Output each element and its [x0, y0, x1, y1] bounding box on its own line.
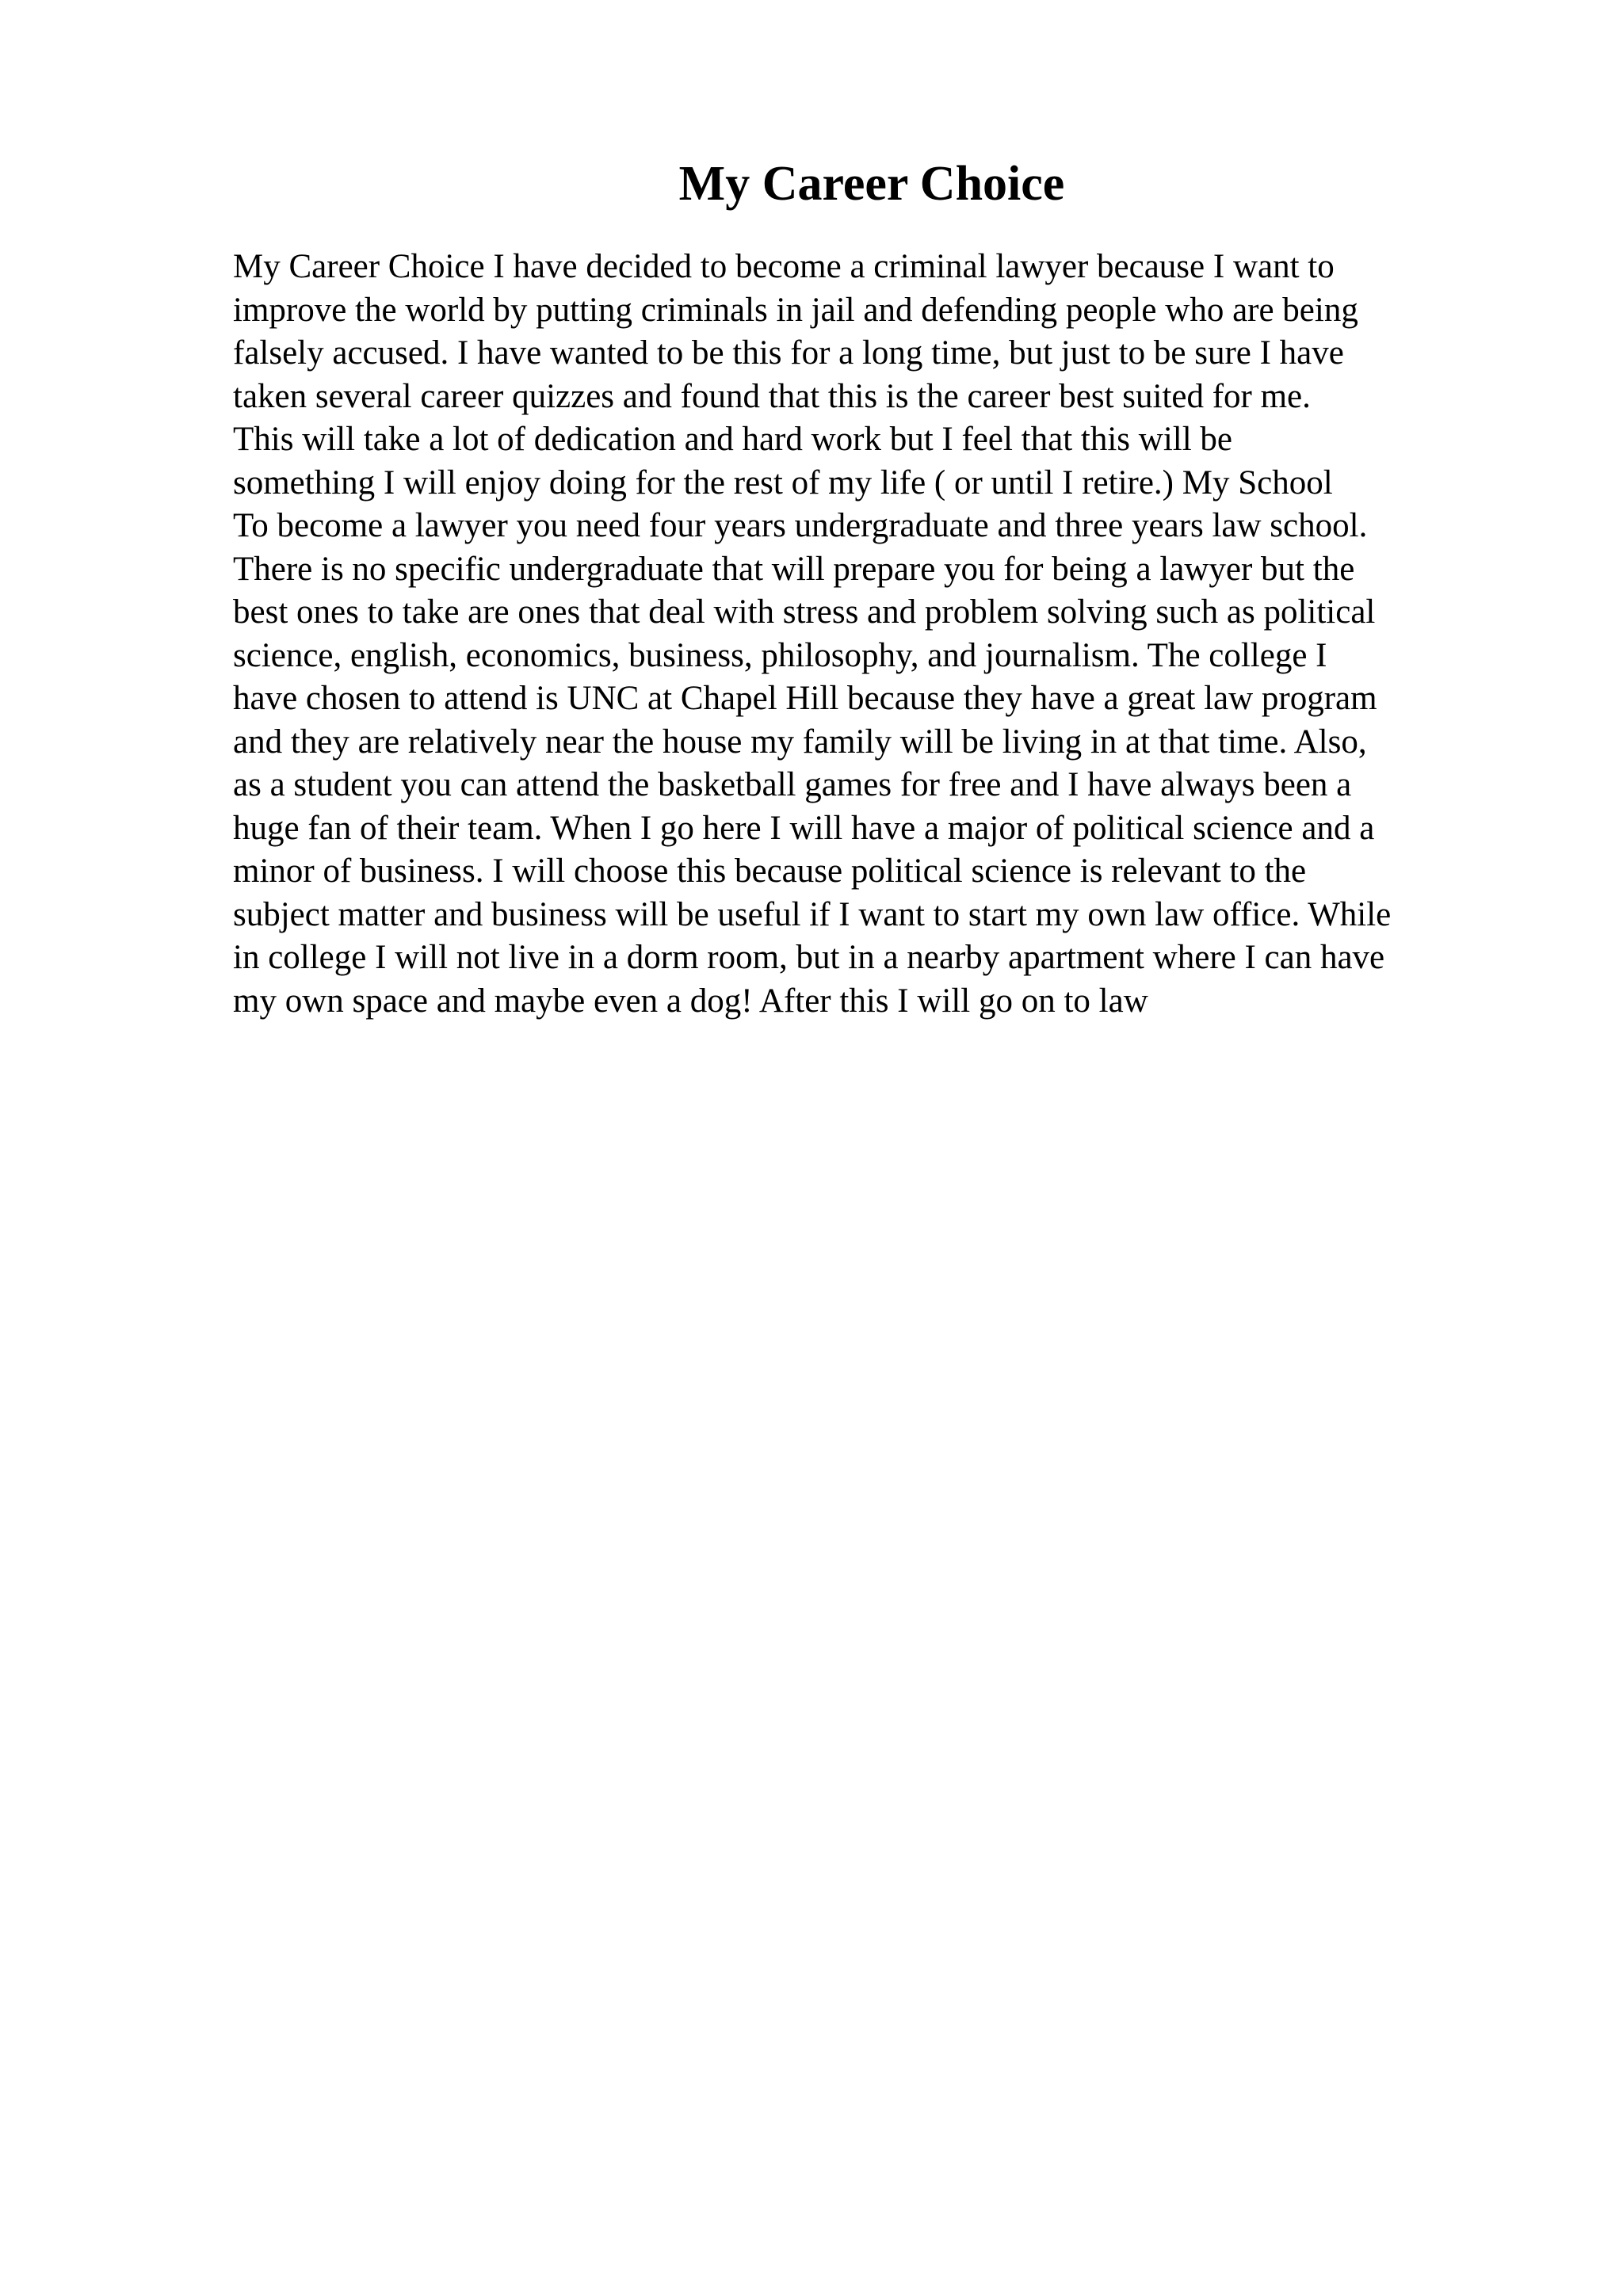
body-line: huge fan of their team. When I go here I will have a major of political science and a: [233, 809, 1375, 847]
body-line: subject matter and business will be useful if I want to start my own law office. While: [233, 895, 1392, 933]
body-line: my own space and maybe even a dog! After this I will go on to law: [233, 982, 1148, 1020]
body-line: This will take a lot of dedication and hard work but I feel that this will be: [233, 421, 1233, 458]
body-line: My Career Choice I have decided to become a criminal lawyer because I want to: [233, 248, 1335, 285]
body-line: There is no specific undergraduate that will prepare you for being a lawyer but the: [233, 550, 1355, 588]
body-line: improve the world by putting criminals in jail and defending people who are being: [233, 291, 1358, 329]
body-line: in college I will not live in a dorm room, but in a nearby apartment where I can have: [233, 939, 1385, 976]
body-line: and they are relatively near the house my family will be living in at that time. Also,: [233, 723, 1367, 761]
body-line: best ones to take are ones that deal with stress and problem solving such as political: [233, 593, 1376, 631]
document-title: My Career Choice: [678, 157, 1065, 211]
document-body: [233, 246, 1517, 1023]
body-line: as a student you can attend the basketball games for free and I have always been a: [233, 766, 1352, 803]
body-line: falsely accused. I have wanted to be this for a long time, but just to be sure I have: [233, 334, 1344, 372]
body-line: science, english, economics, business, philosophy, and journalism. The college I: [233, 636, 1327, 674]
body-line: minor of business. I will choose this because political science is relevant to the: [233, 852, 1307, 890]
body-line: taken several career quizzes and found that this is the career best suited for me.: [233, 377, 1311, 415]
body-line: have chosen to attend is UNC at Chapel Hill because they have a great law program: [233, 680, 1377, 717]
body-line: To become a lawyer you need four years undergraduate and three years law school.: [233, 507, 1368, 544]
body-line: something I will enjoy doing for the rest of my life ( or until I retire.) My School: [233, 463, 1333, 502]
